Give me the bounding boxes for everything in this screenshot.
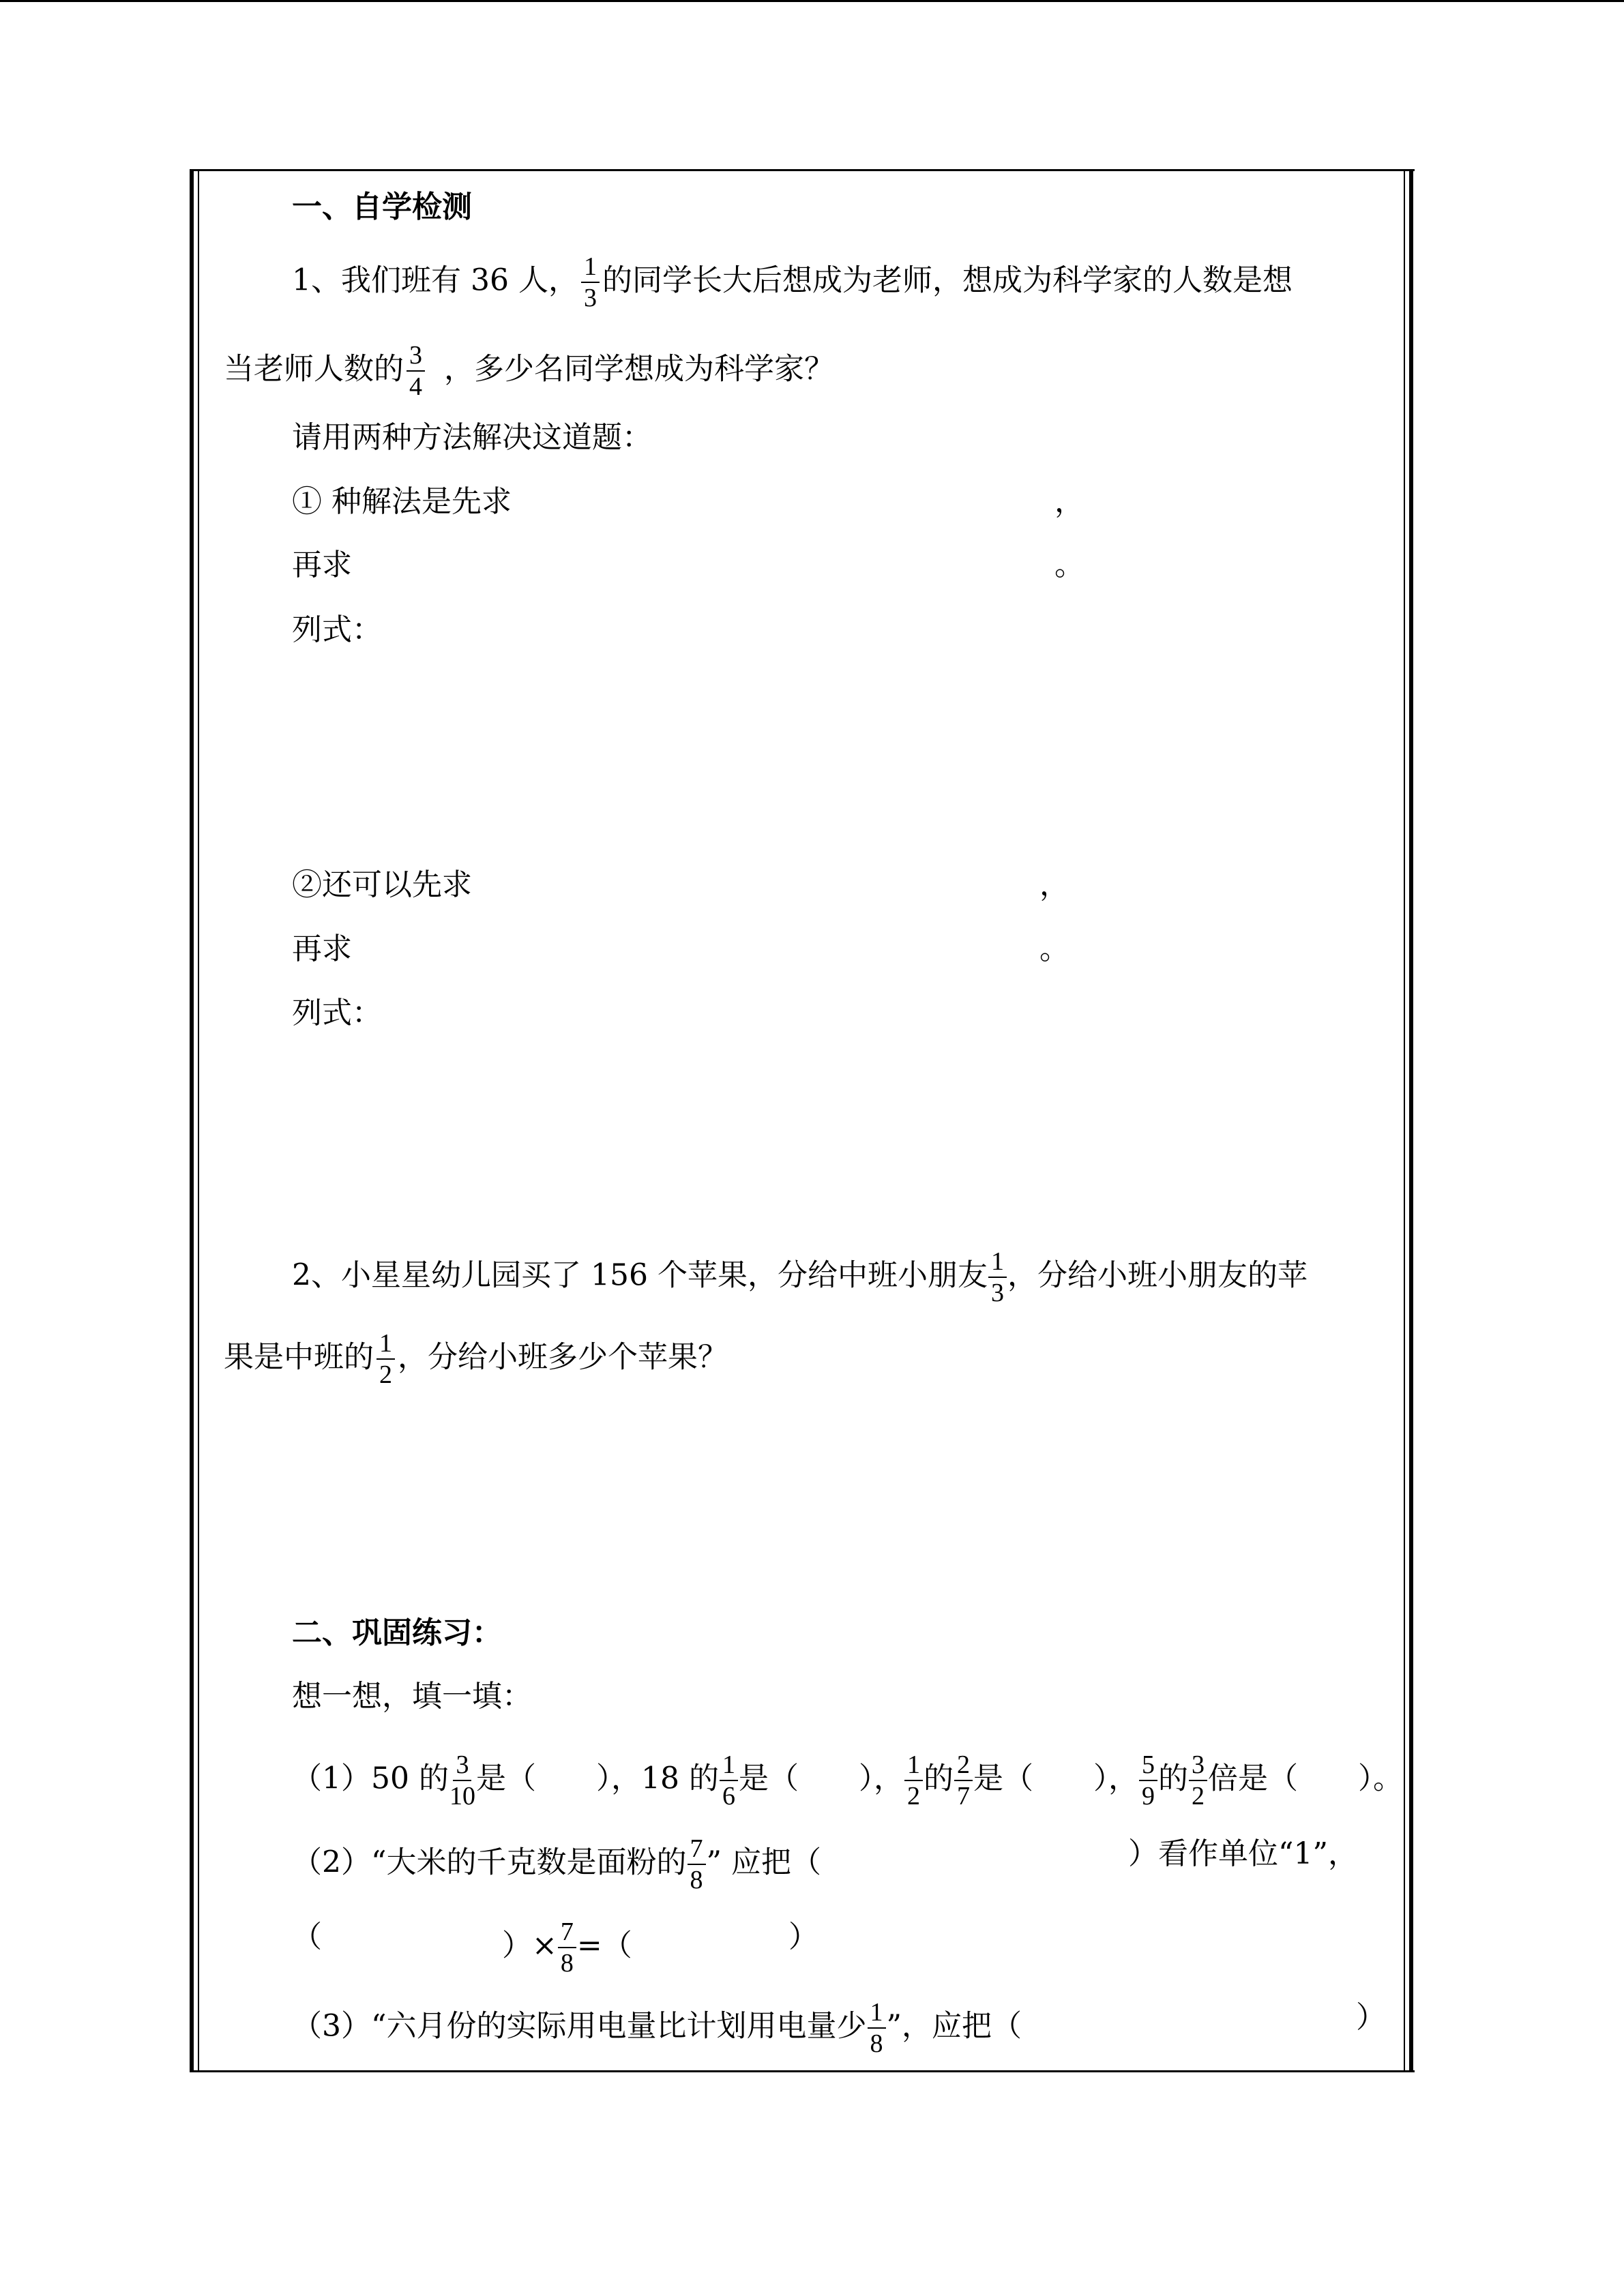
problem1-text-a: （1）50 的 xyxy=(292,1761,449,1796)
q2-line1 xyxy=(292,1247,1308,1308)
problem1-fraction-4 xyxy=(954,1750,973,1811)
problem2-line1 xyxy=(292,1834,821,1895)
q1-text-mid: 的同学长大后想成为老师，想成为科学家的人数是想 xyxy=(602,263,1293,298)
fraction-denominator: 8 xyxy=(690,1866,703,1894)
problem2-paren-close: ） xyxy=(788,1920,818,1954)
problem1-text-b: 是（ ），18 的 xyxy=(475,1761,719,1796)
problem1-text-c: 是（ ）， xyxy=(738,1761,904,1796)
problem1-text-g: 倍是（ ）。 xyxy=(1207,1761,1403,1796)
q2-line2 xyxy=(224,1328,728,1390)
q1-line1 xyxy=(292,252,1293,313)
q2-line2-post: ，分给小班多少个苹果？ xyxy=(398,1339,728,1375)
q1-fraction-1 xyxy=(581,252,600,313)
problem1-fraction-1 xyxy=(449,1750,475,1811)
fraction-denominator: 6 xyxy=(722,1782,735,1810)
method2-label: ②还可以先求 xyxy=(292,867,472,902)
problem2-line2 xyxy=(502,1917,632,1978)
q1-line2 xyxy=(224,340,834,402)
section2-heading: 二、巩固练习： xyxy=(292,1615,502,1650)
problem3-paren-close: ） xyxy=(1356,2000,1386,2035)
problem3-fraction-1 xyxy=(868,1997,886,2059)
section2-intro: 想一想，填一填： xyxy=(292,1679,532,1714)
fraction-denominator: 4 xyxy=(409,372,422,401)
problem3-line xyxy=(292,1997,1022,2059)
problem2-paren-open: （ xyxy=(292,1920,322,1954)
problem1-line xyxy=(292,1750,1403,1811)
problem1-fraction-2 xyxy=(720,1750,738,1811)
method1-period: 。 xyxy=(1054,548,1084,582)
fraction-denominator: 3 xyxy=(583,284,597,312)
problem1-text-f: 的 xyxy=(1157,1761,1188,1796)
method1-then: 再求 xyxy=(292,548,352,582)
problem2-fraction-2 xyxy=(558,1917,576,1978)
section1-heading: 一、自学检测 xyxy=(292,190,472,224)
problem1-fraction-3 xyxy=(904,1750,923,1811)
q1-line2-post: ，多少名同学想成为科学家？ xyxy=(444,351,834,387)
fraction-denominator: 7 xyxy=(956,1782,970,1810)
q1-text-pre: 1、我们班有 36 人， xyxy=(292,263,578,298)
method2-period: 。 xyxy=(1039,931,1069,966)
q1-instruction: 请用两种方法解决这道题： xyxy=(292,420,652,455)
q2-text-pre: 2、小星星幼儿园买了 156 个苹果，分给中班小朋友 xyxy=(292,1257,988,1293)
method1-formula-label: 列式： xyxy=(292,612,382,647)
fraction-numerator: 5 xyxy=(1139,1750,1157,1781)
q2-text-post: ，分给小班小朋友的苹 xyxy=(1007,1257,1308,1293)
fraction-numerator: 1 xyxy=(988,1247,1007,1278)
fraction-numerator: 1 xyxy=(868,1997,886,2029)
problem1-fraction-5 xyxy=(1139,1750,1157,1811)
problem2-text-f: =（ xyxy=(576,1928,632,1963)
fraction-numerator: 7 xyxy=(558,1917,576,1948)
fraction-numerator: 1 xyxy=(904,1750,923,1781)
problem3-text-a: （3）“六月份的实际用电量比计划用电量少 xyxy=(292,2008,867,2044)
fraction-denominator: 9 xyxy=(1141,1782,1155,1810)
q1-fraction-2 xyxy=(407,340,425,402)
page-top-rule xyxy=(0,0,1624,2)
problem1-text-e: 是（ ）， xyxy=(973,1761,1138,1796)
problem1-text-d: 的 xyxy=(923,1761,954,1796)
fraction-numerator: 3 xyxy=(1189,1750,1207,1781)
method1-comma: ， xyxy=(1054,484,1084,519)
fraction-numerator: 3 xyxy=(453,1750,471,1781)
worksheet-box xyxy=(190,169,1415,2072)
q2-fraction-1 xyxy=(988,1247,1007,1308)
fraction-numerator: 1 xyxy=(720,1750,738,1781)
fraction-denominator: 3 xyxy=(990,1279,1004,1307)
problem2-text-e: ）× xyxy=(502,1928,557,1963)
fraction-numerator: 1 xyxy=(377,1328,395,1360)
fraction-denominator: 2 xyxy=(1191,1782,1205,1810)
fraction-numerator: 7 xyxy=(688,1834,706,1865)
q2-fraction-2 xyxy=(377,1328,395,1390)
fraction-numerator: 1 xyxy=(581,252,600,283)
problem2-unit-text: ）看作单位“1”， xyxy=(1128,1836,1358,1871)
fraction-numerator: 2 xyxy=(954,1750,973,1781)
fraction-denominator: 2 xyxy=(906,1782,920,1810)
fraction-denominator: 10 xyxy=(449,1782,475,1810)
method2-then: 再求 xyxy=(292,931,352,966)
q2-line2-pre: 果是中班的 xyxy=(224,1339,374,1375)
problem2-fraction-1 xyxy=(688,1834,706,1895)
fraction-denominator: 8 xyxy=(560,1949,574,1978)
problem1-fraction-6 xyxy=(1189,1750,1207,1811)
fraction-numerator: 3 xyxy=(407,340,425,372)
fraction-denominator: 8 xyxy=(870,2029,883,2058)
method2-formula-label: 列式： xyxy=(292,996,382,1030)
method1-label: ① 种解法是先求 xyxy=(292,484,512,519)
problem2-text-a: （2）“大米的千克数是面粉的 xyxy=(292,1845,687,1880)
fraction-denominator: 2 xyxy=(379,1360,392,1389)
method2-comma: ， xyxy=(1039,867,1069,902)
problem2-text-b: ” 应把（ xyxy=(706,1845,821,1880)
problem3-text-b: ”，应把（ xyxy=(886,2008,1022,2044)
q1-line2-pre: 当老师人数的 xyxy=(224,351,404,387)
